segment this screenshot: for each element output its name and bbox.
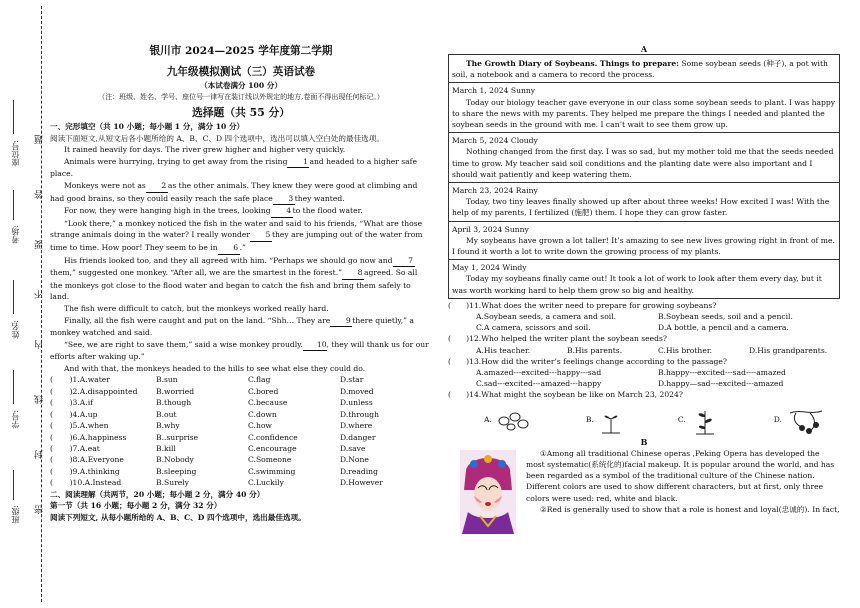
question-option: B.Soybean seeds, soil and a pencil. xyxy=(658,312,793,322)
option-cell: C.swimming xyxy=(248,466,296,476)
question-stem: ( )13.How did the writer’s feelings change according to the passage? xyxy=(448,356,727,366)
option-cell: B.out xyxy=(156,409,177,419)
option-row xyxy=(50,432,432,443)
diary-text: My soybeans have grown a lot taller! It’s amazing to see new lives growing right in front of me. I found it worth a lot to write down the growing process of my plants. xyxy=(452,235,835,257)
passage-paragraph xyxy=(50,144,432,156)
question-option: C.sad---excited---amazed---happy xyxy=(476,379,602,389)
class-blank xyxy=(13,470,14,500)
option-cell: )5.A.when xyxy=(62,421,109,431)
passage-text: “See, we are right to save them,” said a wise monkey proudly. xyxy=(64,339,303,349)
part-title: 选择题（共 55 分） xyxy=(191,106,291,119)
option-cell: C.Someone xyxy=(248,455,292,465)
passage-text: The fish were difficult to catch, but the monkeys worked really hard. xyxy=(64,303,329,313)
exam-title-line2: 九年级模拟测试（三）英语试卷 xyxy=(166,66,316,78)
option-cell: D.reading xyxy=(340,466,378,476)
question-option: B.happy---excited---sad----amazed xyxy=(658,368,786,378)
option-cell: )4.A.up xyxy=(62,409,98,419)
section-1-heading: 一、完形填空（共 10 小题；每小题 1 分，满分 10 分） xyxy=(50,122,245,131)
passage-text: they are jumping out of the water from time to time. How poor! They seem to be in xyxy=(50,230,423,252)
option-row xyxy=(50,466,432,477)
option-row xyxy=(50,420,432,431)
option-row xyxy=(50,454,432,465)
option-cell: B.Nobody xyxy=(156,455,194,465)
passage-text: , they will thank us for our efforts after waking up.” xyxy=(50,339,429,362)
passage-text: and headed to a higher safe place. xyxy=(50,156,417,179)
questions-a xyxy=(448,300,840,401)
question-stem: ( )12.Who helped the writer plant the soybean seeds? xyxy=(448,334,667,344)
option-cell: D.danger xyxy=(340,432,376,442)
option-cell: D.moved xyxy=(340,386,374,396)
answer-bracket: ( xyxy=(50,432,53,442)
option-cell: D.unless xyxy=(340,398,373,408)
passage-a-label: A xyxy=(640,44,648,54)
passage-text: .” xyxy=(239,242,246,252)
seeds-icon xyxy=(496,407,532,433)
cloze-options xyxy=(50,374,432,488)
option-cell: D.where xyxy=(340,421,373,431)
option-cell: )3.A.if xyxy=(62,398,93,408)
option-cell: D.through xyxy=(340,409,380,419)
option-cell: B.sun xyxy=(156,375,178,385)
seal-mark: 内 xyxy=(35,340,45,349)
option-cell: C.Luckily xyxy=(248,478,284,488)
passage-paragraph xyxy=(50,315,432,339)
soybean-image-options xyxy=(448,405,840,435)
sprout-icon xyxy=(598,406,624,434)
question-option: C.A camera, scissors and soil. xyxy=(476,323,591,333)
full-score: （本试卷满分 100 分） xyxy=(200,81,282,90)
question-option: D.His grandparents. xyxy=(749,345,828,355)
diary-text: Nothing changed from the first day. I was so sad, but my mother told me that the seeds needed time to grow. My teacher said soil conditions and the planting date were also important and I should wait patiently and keep watering them. xyxy=(452,147,834,179)
diary-date: March 1, 2024 Sunny xyxy=(452,86,536,96)
option-row xyxy=(50,409,432,420)
diary-date: March 23, 2024 Rainy xyxy=(452,186,538,196)
passage-paragraph xyxy=(50,156,432,180)
option-cell: D.However xyxy=(340,478,383,488)
image-option-b xyxy=(586,406,624,434)
passage-text: For now, they were hanging high in the trees, looking xyxy=(64,206,271,216)
answer-bracket: ( xyxy=(50,409,53,419)
question-options xyxy=(448,345,840,356)
diary-entry xyxy=(449,260,839,298)
passage-paragraph xyxy=(50,363,432,375)
diary-entry xyxy=(449,222,839,261)
passage-paragraph xyxy=(50,303,432,315)
diary-text: Today our biology teacher gave everyone in our class some soybean seeds to plant. I was happy to share the news with my parents. They helped me prepare the things I needed and planted the soybean seeds in the ground with me. I can’t wait to see them grow up. xyxy=(452,97,836,130)
section-2-part1: 第一节（共 16 小题；每小题 2 分，满分 32 分） xyxy=(50,501,222,511)
passage-b-label: B xyxy=(640,436,648,447)
binding-margin xyxy=(0,0,48,608)
option-cell: B..surprise xyxy=(156,432,199,442)
answer-bracket: ( xyxy=(50,478,53,488)
answer-blank: 9 xyxy=(330,315,352,328)
right-column xyxy=(448,44,840,515)
seal-mark: 封 xyxy=(35,450,45,459)
answer-bracket: ( xyxy=(50,466,53,476)
question-option: C.His brother. xyxy=(658,345,713,355)
passage-text: It rained heavily for days. The river grew higher and higher very quickly. xyxy=(64,145,346,155)
option-cell: )8.A.Everyone xyxy=(62,455,124,465)
answer-bracket: ( xyxy=(50,443,53,453)
image-option-a xyxy=(484,407,532,433)
answer-blank: 6 xyxy=(218,242,240,255)
cloze-passage xyxy=(50,144,432,374)
room-label: 考场: xyxy=(11,225,20,244)
image-option-label: D. xyxy=(773,415,782,425)
option-cell: B.though xyxy=(156,398,192,408)
passage-paragraph xyxy=(50,218,432,255)
question-options xyxy=(448,378,840,389)
option-cell: )1.A.water xyxy=(62,375,110,385)
passage-text: Finally, all the fish were caught and put on the land. “Shh… They are xyxy=(64,315,331,325)
option-cell: )10.A.Instead xyxy=(62,478,122,488)
answer-blank: 10 xyxy=(303,339,327,352)
option-cell: C.because xyxy=(248,398,288,408)
passage-text: And with that, the monkeys headed to the hills to see what else they could do. xyxy=(64,363,366,373)
question-options xyxy=(448,311,840,322)
question xyxy=(448,333,840,355)
question-options xyxy=(448,367,840,378)
diary-date: May 1, 2024 Windy xyxy=(452,263,527,273)
answer-blank: 5 xyxy=(250,229,272,242)
passage-b-para2: ②Red is generally used to show that a role is honest and loyal(忠诚的). In fact, xyxy=(540,504,840,514)
answer-bracket: ( xyxy=(50,375,53,385)
option-cell: D.None xyxy=(340,455,369,465)
passage-text: agreed. So all the monkeys got close to the flood water and began to catch the fish and bring them safely to land. xyxy=(50,268,418,302)
seal-mark: 题 xyxy=(35,135,45,144)
seal-mark: 答 xyxy=(35,190,45,199)
seal-mark: 要 xyxy=(35,240,45,249)
answer-blank: 3 xyxy=(273,193,295,206)
option-cell: D.save xyxy=(340,443,366,453)
option-cell: C.flag xyxy=(248,375,271,385)
diary-date: March 5, 2024 Cloudy xyxy=(452,136,538,146)
passage-text: there quietly,” a monkey watched and said. xyxy=(50,315,414,338)
pod-plant-icon xyxy=(786,405,826,435)
seedling-icon xyxy=(690,405,720,435)
diary-entry xyxy=(449,83,839,133)
answer-bracket: ( xyxy=(50,455,53,465)
option-cell: C.down xyxy=(248,409,277,419)
seal-mark: 线 xyxy=(35,395,45,404)
question-option: A.Soybean seeds, a camera and soil. xyxy=(476,312,617,322)
question-stem: ( )14.What might the soybean be like on March 23, 2024? xyxy=(448,390,683,400)
question-option: D.happy—sad---excited---amazed xyxy=(658,379,784,389)
answer-blank: 4 xyxy=(271,205,293,218)
question-option: D.A bottle, a pencil and a camera. xyxy=(658,323,789,333)
image-option-label: A. xyxy=(484,415,492,425)
image-option-label: C. xyxy=(677,415,686,425)
student-no-blank xyxy=(13,370,14,404)
seat-blank xyxy=(13,100,14,134)
option-row xyxy=(50,386,432,397)
option-cell: )2.A.disappointed xyxy=(62,386,138,396)
exam-title-line1: 银川市 2024—2025 学年度第二学期 xyxy=(149,45,333,57)
diary-entry xyxy=(449,133,839,183)
passage-text: Monkeys were not as xyxy=(64,180,146,190)
option-cell: C.bored xyxy=(248,386,279,396)
option-cell: B.sleeping xyxy=(156,466,197,476)
option-cell: )9.A.thinking xyxy=(62,466,120,476)
option-cell: B.worried xyxy=(156,386,195,396)
answer-bracket: ( xyxy=(50,398,53,408)
option-cell: C.encourage xyxy=(248,443,297,453)
option-row xyxy=(50,374,432,385)
answer-blank: 1 xyxy=(287,156,309,169)
image-option-label: B. xyxy=(585,415,594,425)
diary-text: Today my soybeans finally came out! It took a lot of work to look after them every day, but it was worth working hard to help them grow so big and healthy. xyxy=(452,274,822,295)
passage-b xyxy=(448,448,840,515)
passage-text: them,” suggested one monkey. “After all, we are the smartest in the forest.” xyxy=(50,268,342,278)
passage-text: “Look there,” a monkey noticed the fish in the water and said to his friends, “What are those strange animals doing in the water? I really wonder xyxy=(50,218,423,240)
section-1-instruction: 阅读下面短文,从短文后各小题所给的 A、B、C、D 四个选项中，选出可以填入空白处的最佳选项。 xyxy=(50,133,384,143)
exam-note: （注：班级、姓名、学号、座位号一律写在装订线以外规定的地方,卷面不得出现任何标记。） xyxy=(98,93,384,101)
passage-text: as the other animals. They knew they were good at climbing and had good brains, so they could easily reach the safe place xyxy=(50,180,418,203)
passage-b-text xyxy=(526,448,840,504)
diary-title: The Growth Diary of Soybeans. Things to prepare: xyxy=(466,59,679,68)
student-no-label: 学号: xyxy=(11,410,20,429)
option-cell: )6.A.happiness xyxy=(62,432,127,442)
diary-text: Today, two tiny leaves finally showed up after about three weeks! How excited I was! With the help of my parents, I fertilized (施肥) them. I hope they can grow faster. xyxy=(452,197,830,218)
answer-blank: 8 xyxy=(342,267,364,280)
question-option: A.His teacher. xyxy=(476,345,531,355)
peking-opera-mask-image xyxy=(460,450,516,534)
answer-bracket: ( xyxy=(50,421,53,431)
question-option: B.His parents. xyxy=(567,345,623,355)
option-cell: D.star xyxy=(340,375,364,385)
left-column xyxy=(50,44,432,523)
answer-bracket: ( xyxy=(50,386,53,396)
question-option: A.amazed---excited---happy---sad xyxy=(476,368,602,378)
passage-paragraph xyxy=(50,205,432,218)
option-row xyxy=(50,397,432,408)
option-cell: C.confidence xyxy=(248,432,298,442)
seal-mark: 不 xyxy=(35,290,45,299)
class-label: 班级: xyxy=(11,505,20,524)
diary-date: April 3, 2024 Sunny xyxy=(452,224,529,234)
question-options xyxy=(448,322,840,333)
option-cell: B.why xyxy=(156,421,180,431)
answer-blank: 2 xyxy=(146,180,168,193)
name-blank xyxy=(13,280,14,314)
seal-mark: 密 xyxy=(35,505,45,514)
question xyxy=(448,300,840,334)
section-2-heading: 二、阅读理解（共两节，20 小题；每小题 2 分，满分 40 分） xyxy=(50,489,265,499)
diary-entry xyxy=(449,183,839,222)
seat-label: 座位号: xyxy=(11,140,20,167)
passage-paragraph xyxy=(50,255,432,303)
name-label: 姓名: xyxy=(11,320,20,339)
passage-text: Animals were hurrying, trying to get away from the rising xyxy=(64,156,288,166)
image-option-c xyxy=(678,405,720,435)
passage-text: they wanted. xyxy=(294,193,345,203)
question-stem: ( )11.What does the writer need to prepare for growing soybeans? xyxy=(448,300,717,310)
diary-intro xyxy=(449,55,839,83)
option-cell: B.kill xyxy=(156,443,176,453)
passage-text: His friends looked too, and they all agreed with him. “Perhaps we should go now and xyxy=(64,255,393,265)
room-blank xyxy=(13,190,14,220)
section-2-instruction: 阅读下列短文, 从每小题所给的 A、B、C、D 四个选项中，选出最佳选项。 xyxy=(50,512,306,522)
option-cell: B.Surely xyxy=(156,478,189,488)
option-cell: C.how xyxy=(248,421,272,431)
answer-blank: 7 xyxy=(393,255,415,268)
option-row xyxy=(50,477,432,488)
passage-paragraph xyxy=(50,180,432,205)
option-cell: )7.A.eat xyxy=(62,443,100,453)
question xyxy=(448,389,840,400)
image-option-d xyxy=(774,405,826,435)
passage-paragraph xyxy=(50,339,432,363)
passage-b-para1: ①Among all traditional Chinese operas ,Peking Opera has developed the most systematic(系统化的)facial makeup. It is popular around the world, and has been regarded as a symbol of the traditional culture of the Chinese nation. Different colors are used to show different characters, but at first, only three colors were used: red, white and black. xyxy=(526,448,835,503)
passage-text: to the flood water. xyxy=(292,206,363,216)
diary-box xyxy=(448,54,840,299)
option-row xyxy=(50,443,432,454)
question xyxy=(448,356,840,390)
diary-intro-text: Some soybean seeds (种子), a pot with soil, a notebook and a camera to record the process. xyxy=(452,59,828,80)
